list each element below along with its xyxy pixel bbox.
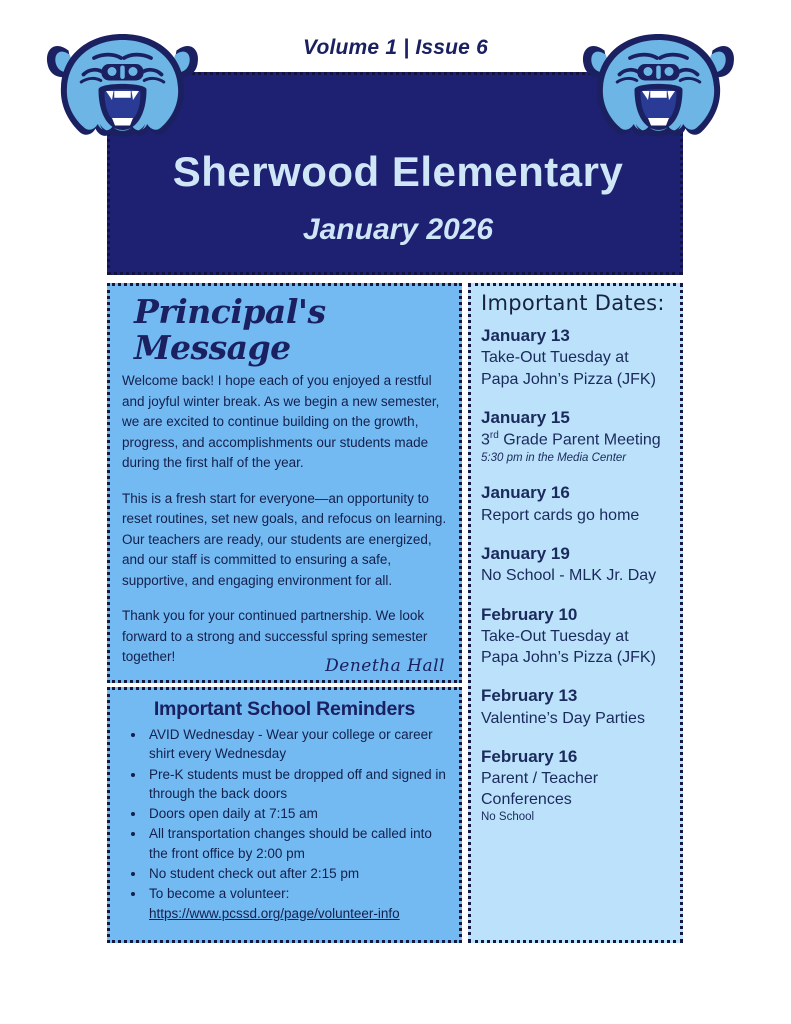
date-entry (481, 325, 672, 390)
date-entry (481, 685, 672, 729)
principal-message-title: Principal's Message (134, 292, 326, 367)
date-description: Valentine’s Day Parties (481, 709, 645, 727)
volunteer-link[interactable]: https://www.pcssd.org/page/volunteer-info (149, 905, 400, 921)
page-title: Sherwood Elementary (172, 148, 624, 195)
date-description: No School - MLK Jr. Day (481, 567, 657, 585)
bear-mascot-icon (40, 28, 205, 148)
date-note: No School (481, 811, 535, 824)
date-label: January 13 (481, 326, 570, 345)
newsletter-content (0, 283, 791, 943)
date-label: January 15 (481, 407, 570, 427)
important-dates-title: Important Dates: (481, 291, 665, 315)
list-item: • No student check out after 2:15 pm (146, 864, 449, 883)
date-label: February 16 (481, 746, 578, 766)
important-dates-panel (468, 283, 683, 943)
principal-signature: Denetha Hall (325, 656, 445, 676)
date-entry (481, 604, 672, 669)
grade-number: 3 (481, 431, 490, 449)
date-entry (481, 482, 672, 526)
date-description: Papa John’s Pizza (JFK) (481, 370, 656, 388)
list-item: • AVID Wednesday - Wear your college or career shirt every Wednesday (146, 725, 449, 764)
date-description (481, 429, 672, 450)
date-entry (481, 543, 672, 587)
ordinal-suffix: rd (489, 430, 499, 442)
date-description: Take-Out Tuesday at (481, 628, 629, 645)
principal-message-panel (107, 283, 462, 683)
masthead (0, 0, 791, 290)
principal-paragraph: Welcome back! I hope each of you enjoyed a restful and joyful winter break. As we begin a new semester, we are excited to continue building on the growth, progress, and accomplishments our students made during the first half of the year. (122, 373, 440, 471)
principal-paragraph: Thank you for your continued partnership. We look forward to a strong and successful spring semester together! (122, 608, 428, 665)
date-description: Papa John’s Pizza (JFK) (481, 649, 656, 667)
school-reminders-panel (107, 687, 462, 943)
date-label: February 10 (481, 604, 578, 624)
bear-mascot-icon (576, 28, 741, 148)
date-label: January 19 (481, 544, 570, 564)
date-description: Parent / Teacher (481, 770, 599, 788)
list-item: • All transportation changes should be called into the front office by 2:00 pm (146, 824, 449, 863)
list-item: • Doors open daily at 7:15 am (146, 804, 449, 823)
volume-issue-label: Volume 1 | Issue 6 (303, 36, 488, 59)
meeting-label: Grade Parent Meeting (498, 431, 661, 449)
date-entry (481, 407, 672, 466)
list-item: • Pre-K students must be dropped off and signed in through the back doors (146, 765, 449, 804)
date-label: January 16 (481, 483, 570, 503)
date-description: Conferences (481, 791, 572, 809)
date-description: Report cards go home (481, 506, 640, 524)
issue-month-label: January 2026 (302, 213, 494, 246)
date-label: February 13 (481, 686, 578, 706)
school-reminders-list (120, 725, 449, 923)
volunteer-label: To become a volunteer: (149, 886, 290, 902)
principal-paragraph: This is a fresh start for everyone—an opportunity to reset routines, set new goals, and refocus on learning. Our teachers are ready, our students are energized, and our staff is committed to ensuring a safe, supportive, and engaging environment for all. (122, 490, 447, 588)
date-entry (481, 746, 672, 826)
date-description: Take-Out Tuesday at (481, 349, 629, 367)
school-reminders-title: Important School Reminders (153, 698, 416, 720)
list-item (146, 884, 449, 923)
date-note: 5:30 pm in the Media Center (481, 451, 627, 464)
